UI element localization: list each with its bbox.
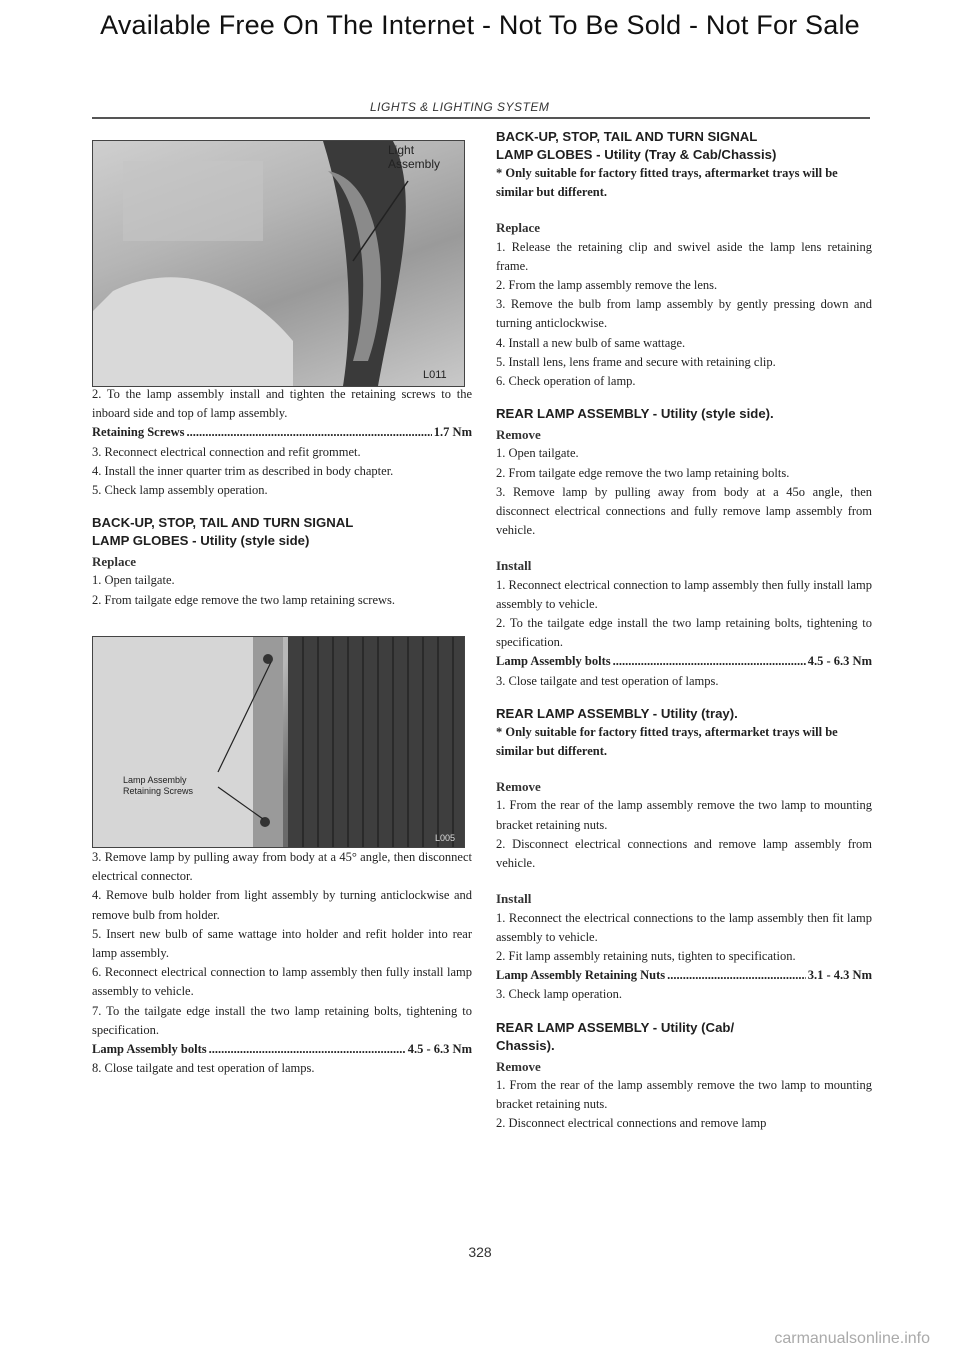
banner-notice: Available Free On The Internet - Not To Be Sold - Not For Sale: [100, 10, 860, 40]
sec4-remove: Remove: [496, 1058, 541, 1074]
step-2: 2. To the lamp assembly install and tighten the retaining screws to the inboard side and top of lamp assembly.: [92, 387, 472, 421]
page-number: 328: [468, 1244, 492, 1260]
step-3b: 3. Remove lamp by pulling away from body at a 45° angle, then disconnect electrical connector.: [92, 850, 472, 884]
right-column: [496, 128, 872, 1133]
sec1-replace: Replace: [496, 220, 541, 236]
sec4-heading-line2: Chassis).: [496, 1037, 555, 1053]
sec2-remove-step3: 3. Remove lamp by pulling away from body at a 45o angle, then disconnect electrical connections and fully remove lamp assembly from vehicle.: [496, 484, 872, 538]
figure2-label-line1: Lamp Assembly: [123, 775, 187, 785]
spec-value: 4.5 - 6.3 Nm: [407, 1042, 472, 1057]
sec3-install-step3: 3. Check lamp operation.: [496, 987, 623, 1002]
figure2-code: L005: [435, 833, 456, 843]
step-6b: 6. Reconnect electrical connection to lamp assembly then fully install lamp assembly to vehicle.: [92, 965, 472, 999]
spec-value: 3.1 - 4.3 Nm: [807, 968, 872, 983]
sec3-heading: REAR LAMP ASSEMBLY - Utility (tray).: [496, 705, 738, 721]
spec-label: Lamp Assembly bolts: [496, 654, 611, 669]
sec1-step5: 5. Install lens, lens frame and secure with retaining clip.: [496, 354, 776, 369]
sec3-note: * Only suitable for factory fitted trays, aftermarket trays will be similar but different.: [496, 724, 838, 759]
sec3-install-step1: 1. Reconnect the electrical connections to the lamp assembly then fit lamp assembly to vehicle.: [496, 910, 872, 944]
spec-leader: [613, 652, 806, 671]
spec-leader: [667, 966, 806, 985]
figure1-label-line1: Light: [388, 143, 415, 157]
left-column-lower: [92, 848, 472, 1078]
figure1-label-line2: Assembly: [388, 157, 441, 171]
sec2-install-step3: 3. Close tailgate and test operation of lamps.: [496, 673, 719, 688]
sec2-remove-step1: 1. Open tailgate.: [496, 446, 579, 461]
spec-label: Lamp Assembly Retaining Nuts: [496, 968, 666, 983]
sec2-install-step1: 1. Reconnect electrical connection to lamp assembly then fully install lamp assembly to vehicle.: [496, 577, 872, 611]
step-3: 3. Reconnect electrical connection and refit grommet.: [92, 444, 361, 459]
header-rule: [92, 117, 870, 119]
site-watermark: carmanualsonline.info: [774, 1330, 930, 1347]
sec2-heading: REAR LAMP ASSEMBLY - Utility (style side).: [496, 406, 774, 422]
sec3-remove-step1: 1. From the rear of the lamp assembly remove the two lamp to mounting bracket retaining nuts.: [496, 798, 872, 832]
spec-value: 1.7 Nm: [433, 425, 472, 440]
step-8b: 8. Close tailgate and test operation of lamps.: [92, 1061, 315, 1076]
figure2-label-line2: Retaining Screws: [123, 786, 194, 796]
sec2-spec: [496, 652, 872, 671]
step-5b: 5. Insert new bulb of same wattage into holder and refit holder into rear lamp assembly.: [92, 926, 472, 961]
lamp-screws-illustration: [93, 637, 464, 847]
step-4b: 4. Remove bulb holder from light assembly by turning anticlockwise and remove bulb from holder.: [92, 888, 472, 922]
sec1-step3: 3. Remove the bulb from lamp assembly by gently pressing down and turning anticlockwise.: [496, 297, 872, 331]
sec4-remove-step1: 1. From the rear of the lamp assembly remove the two lamp to mounting bracket retaining nuts.: [496, 1077, 872, 1111]
sec3-spec: [496, 966, 872, 985]
running-head: LIGHTS & LIGHTING SYSTEM: [370, 100, 550, 114]
sec3-install-step2: 2. Fit lamp assembly retaining nuts, tighten to specification.: [496, 948, 796, 963]
spec-label: Lamp Assembly bolts: [92, 1042, 207, 1057]
sec4-remove-step2: 2. Disconnect electrical connections and remove lamp: [496, 1116, 767, 1131]
sec1-step1: 1. Release the retaining clip and swivel aside the lamp lens retaining frame.: [496, 239, 872, 273]
sec2-remove-step2: 2. From tailgate edge remove the two lamp retaining bolts.: [496, 465, 790, 480]
step-5: 5. Check lamp assembly operation.: [92, 483, 268, 498]
sec3-remove-step2: 2. Disconnect electrical connections and remove lamp assembly from vehicle.: [496, 836, 872, 871]
spec-leader: [209, 1040, 406, 1059]
sec1-step4: 4. Install a new bulb of same wattage.: [496, 335, 686, 350]
sec4-heading-line1: REAR LAMP ASSEMBLY - Utility (Cab/: [496, 1019, 735, 1035]
sec1-step2: 2. From the lamp assembly remove the lens.: [496, 278, 718, 293]
spec-label: Retaining Screws: [92, 425, 185, 440]
sec3-remove: Remove: [496, 779, 541, 795]
light-assembly-label: [388, 143, 440, 171]
replace-subheading: Replace: [92, 554, 137, 570]
light-assembly-illustration: [93, 141, 464, 386]
sec1-note: * Only suitable for factory fitted trays, aftermarket trays will be similar but different.: [496, 166, 838, 200]
lamp-screws-photo: [92, 636, 465, 848]
spec-lamp-bolts: [92, 1040, 472, 1059]
sec2-install-step2: 2. To the tailgate edge install the two lamp retaining bolts, tightening to specification.: [496, 616, 872, 650]
step-4: 4. Install the inner quarter trim as described in body chapter.: [92, 463, 394, 478]
lamp-screws-label: [123, 775, 193, 797]
section-heading-line1: BACK-UP, STOP, TAIL AND TURN SIGNAL: [92, 515, 354, 531]
sec3-install: Install: [496, 891, 532, 907]
sec1-step6: 6. Check operation of lamp.: [496, 374, 636, 389]
left-column-upper: [92, 385, 472, 610]
figure1-code: L011: [423, 369, 447, 381]
sec1-heading-line2: LAMP GLOBES - Utility (Tray & Cab/Chassis): [496, 147, 777, 162]
spec-value: 4.5 - 6.3 Nm: [807, 654, 872, 669]
step-7b: 7. To the tailgate edge install the two lamp retaining bolts, tightening to specification.: [92, 1003, 472, 1037]
replace-step-2: 2. From tailgate edge remove the two lamp retaining screws.: [92, 592, 396, 607]
sec2-install: Install: [496, 558, 532, 574]
replace-step-1: 1. Open tailgate.: [92, 573, 175, 588]
light-assembly-photo: [92, 140, 465, 387]
sec1-heading-line1: BACK-UP, STOP, TAIL AND TURN SIGNAL: [496, 129, 758, 144]
sec2-remove: Remove: [496, 427, 541, 443]
section-heading-line2: LAMP GLOBES - Utility (style side): [92, 533, 310, 549]
spec-retaining-screws: [92, 423, 472, 442]
spec-leader: [186, 423, 431, 442]
